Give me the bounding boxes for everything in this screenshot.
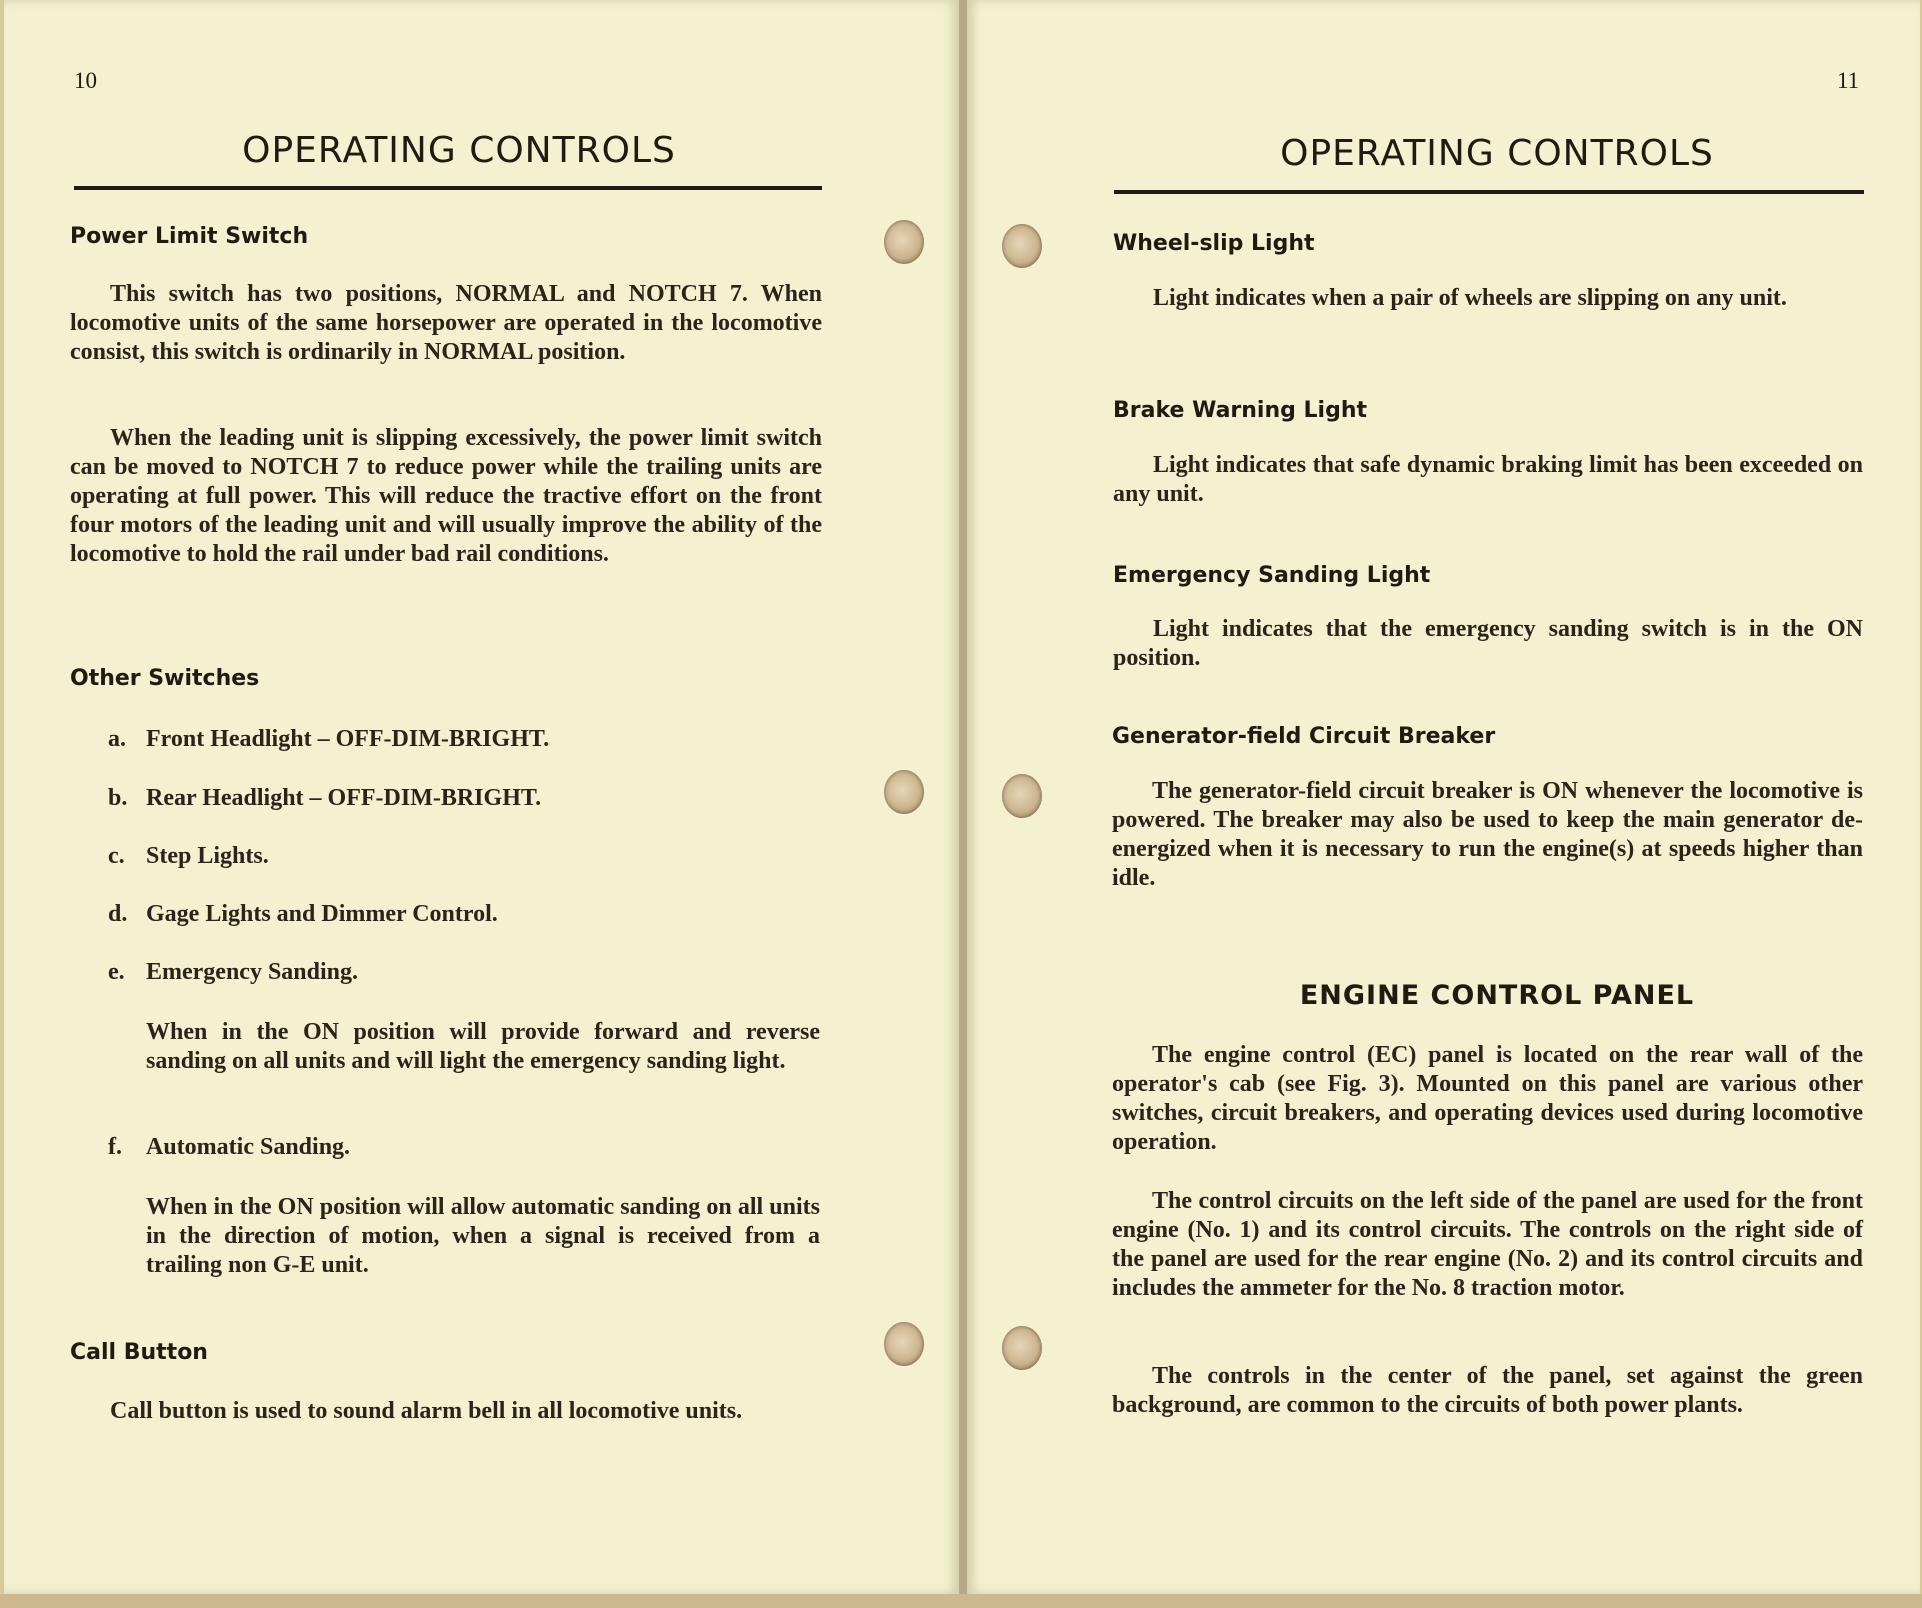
call-button-para: Call button is used to sound alarm bell in all locomotive units.	[110, 1398, 743, 1424]
item-text: Rear Headlight – OFF-DIM-BRIGHT.	[146, 785, 542, 811]
list-item	[108, 959, 358, 986]
heading-call-button: Call Button	[70, 1340, 208, 1365]
item-text: Emergency Sanding.	[146, 959, 359, 985]
heading-engine-control-panel: ENGINE CONTROL PANEL	[1299, 980, 1695, 1011]
item-text: Gage Lights and Dimmer Control.	[146, 901, 498, 927]
page-title-left: OPERATING CONTROLS	[242, 130, 676, 171]
title-rule-left	[74, 186, 822, 190]
item-letter: b.	[108, 785, 128, 811]
page-title-right: OPERATING CONTROLS	[1280, 133, 1714, 174]
list-item	[108, 726, 549, 753]
binder-hole	[1002, 1326, 1042, 1370]
binder-hole	[1002, 224, 1042, 268]
power-limit-para-2: When the leading unit is slipping excessively, the power limit switch can be moved to NOTCH 7 to reduce power while the trailing units are operating at full power. This will reduce the tractive effort on the front four motors of the leading unit and will usually improve the ability of the locomotive to hold the rail under bad rail conditions.	[70, 425, 822, 567]
power-limit-para-1: This switch has two positions, NORMAL and NOTCH 7. When locomotive units of the same horsepower are operated in the locomotive consist, this switch is ordinarily in NORMAL position.	[70, 281, 822, 365]
generator-field-para: The generator-field circuit breaker is ON whenever the locomotive is powered. The breaker may also be used to keep the main generator de-energized when it is necessary to run the engine(s) at speeds higher than idle.	[1112, 778, 1863, 891]
title-rule-right	[1114, 190, 1864, 194]
heading-generator-field-circuit-breaker: Generator-field Circuit Breaker	[1112, 724, 1496, 749]
heading-wheel-slip-light: Wheel-slip Light	[1113, 231, 1315, 256]
binder-hole	[1002, 774, 1042, 818]
list-item	[108, 1134, 350, 1161]
heading-brake-warning-light: Brake Warning Light	[1113, 398, 1368, 423]
item-text: Automatic Sanding.	[146, 1134, 351, 1160]
wheel-slip-para: Light indicates when a pair of wheels are slipping on any unit.	[1153, 285, 1787, 311]
page-number-left: 10	[74, 68, 97, 93]
page-number-right: 11	[1837, 68, 1860, 93]
item-letter: e.	[108, 959, 125, 985]
left-page	[4, 0, 959, 1594]
automatic-sanding-note: When in the ON position will allow automatic sanding on all units in the direction of motion, when a signal is received from a trailing non G-E unit.	[146, 1194, 820, 1278]
item-letter: d.	[108, 901, 128, 927]
list-item	[108, 901, 498, 928]
page-bottom-edge	[0, 1594, 1922, 1608]
binder-hole	[884, 220, 924, 264]
heading-power-limit-switch: Power Limit Switch	[70, 224, 309, 249]
list-item	[108, 843, 269, 870]
emergency-sanding-para: Light indicates that the emergency sanding switch is in the ON position.	[1113, 616, 1863, 671]
engine-control-para-1: The engine control (EC) panel is located on the rear wall of the operator's cab (see Fig. 3). Mounted on this panel are various other switches, circuit breakers, and operating devices used during locomotive operation.	[1112, 1042, 1863, 1155]
item-text: Step Lights.	[146, 843, 269, 869]
right-page	[967, 0, 1920, 1594]
heading-emergency-sanding-light: Emergency Sanding Light	[1113, 563, 1431, 588]
engine-control-para-3: The controls in the center of the panel, set against the green background, are common to the circuits of both power plants.	[1112, 1363, 1863, 1418]
list-item	[108, 785, 541, 812]
emergency-sanding-note: When in the ON position will provide forward and reverse sanding on all units and will light the emergency sanding light.	[146, 1019, 820, 1074]
binder-hole	[884, 770, 924, 814]
heading-other-switches: Other Switches	[70, 666, 260, 691]
item-text: Front Headlight – OFF-DIM-BRIGHT.	[146, 726, 550, 752]
brake-warning-para: Light indicates that safe dynamic braking limit has been exceeded on any unit.	[1113, 452, 1863, 507]
item-letter: a.	[108, 726, 126, 752]
binder-hole	[884, 1322, 924, 1366]
item-letter: f.	[108, 1134, 122, 1160]
engine-control-para-2: The control circuits on the left side of the panel are used for the front engine (No. 1) and its control circuits. The controls on the right side of the panel are used for the rear engine (No. 2) and its control circuits and includes the ammeter for the No. 8 traction motor.	[1112, 1188, 1863, 1301]
page-gutter	[959, 0, 967, 1608]
item-letter: c.	[108, 843, 125, 869]
